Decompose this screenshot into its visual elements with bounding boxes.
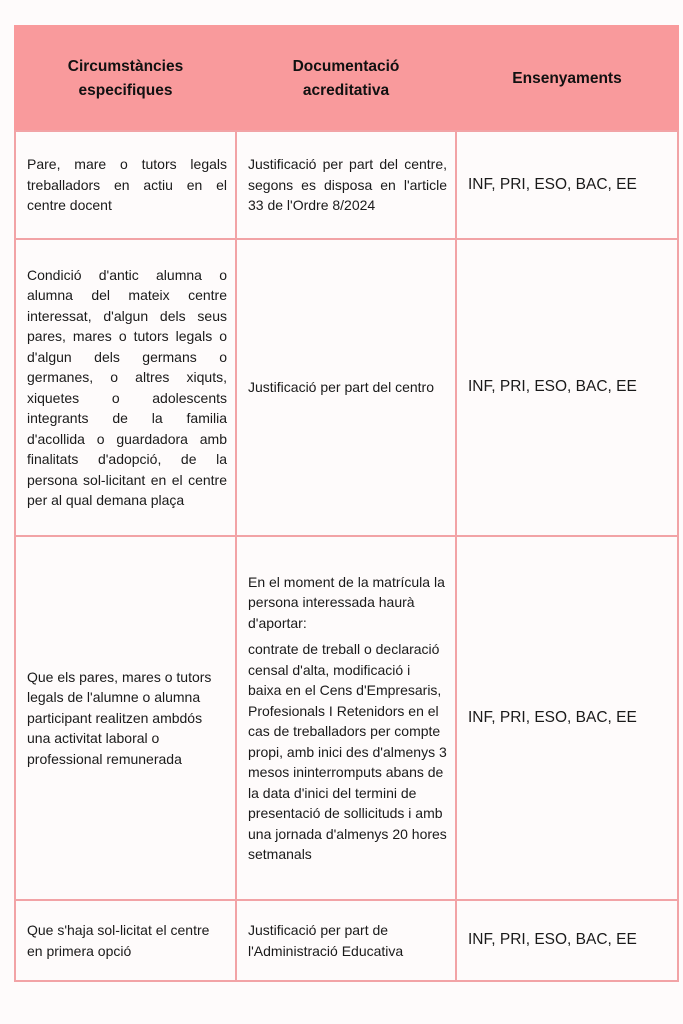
cell-documentacio xyxy=(236,536,456,900)
documentacio-paragraph: contrate de treball o declaració censal d'alta, modificació i baixa en el Cens d'Empresaris, Profesionals I Retenidors en el cas de treballadors per compte propi, amb inici des d'almenys 3 mesos ininterromputs abans de la data d'inici del termini de presentació de sollicituds i amb una jornada d'almenys 20 hores setmanals xyxy=(248,641,447,862)
header-documentacio-line2: acreditativa xyxy=(302,81,390,99)
table-row xyxy=(15,239,678,536)
header-circumstancies-line2: especifiques xyxy=(78,81,173,99)
documentacio-paragraph: Justificació per part de l'Administració Educativa xyxy=(248,922,404,959)
header-documentacio-line1: Documentació xyxy=(292,57,400,75)
criteria-table xyxy=(14,25,679,982)
table-row xyxy=(15,536,678,900)
cell-circumstancia: Condició d'antic alumna o alumna del mateix centre interessat, d'algun dels seus pares, mares o tutors legals o d'algun dels germans o germanes, o altres xiquts, xiquetes o adolescents integrants de la familia d'acollida o guardadora amb finalitats d'adopció, de la persona sol-licitant en el centre per al qual demana plaça xyxy=(15,239,236,536)
cell-ensenyaments: INF, PRI, ESO, BAC, EE xyxy=(456,900,678,981)
header-circumstancies xyxy=(15,26,236,131)
header-documentacio xyxy=(236,26,456,131)
cell-ensenyaments: INF, PRI, ESO, BAC, EE xyxy=(456,536,678,900)
table-header xyxy=(15,26,678,131)
cell-circumstancia: Que s'haja sol-licitat el centre en primera opció xyxy=(15,900,236,981)
header-ensenyaments-line1: Ensenyaments xyxy=(512,69,622,87)
documentacio-paragraph: Justificació per part del centre, segons es disposa en l'article 33 de l'Ordre 8/2024 xyxy=(248,156,447,214)
cell-circumstancia: Que els pares, mares o tutors legals de l'alumne o alumna participant realitzen ambdós una activitat laboral o professional remunerada xyxy=(15,536,236,900)
cell-documentacio xyxy=(236,131,456,239)
cell-circumstancia: Pare, mare o tutors legals treballadors en actiu en el centre docent xyxy=(15,131,236,239)
cell-ensenyaments: INF, PRI, ESO, BAC, EE xyxy=(456,131,678,239)
table-row xyxy=(15,131,678,239)
header-circumstancies-line1: Circumstàncies xyxy=(67,57,184,75)
documentacio-paragraph: Justificació per part del centro xyxy=(248,379,434,396)
header-ensenyaments xyxy=(456,26,678,131)
cell-documentacio xyxy=(236,239,456,536)
documentacio-paragraph: En el moment de la matrícula la persona interessada haurà d'aportar: xyxy=(248,573,445,631)
cell-documentacio xyxy=(236,900,456,981)
table-row xyxy=(15,900,678,981)
cell-ensenyaments: INF, PRI, ESO, BAC, EE xyxy=(456,239,678,536)
